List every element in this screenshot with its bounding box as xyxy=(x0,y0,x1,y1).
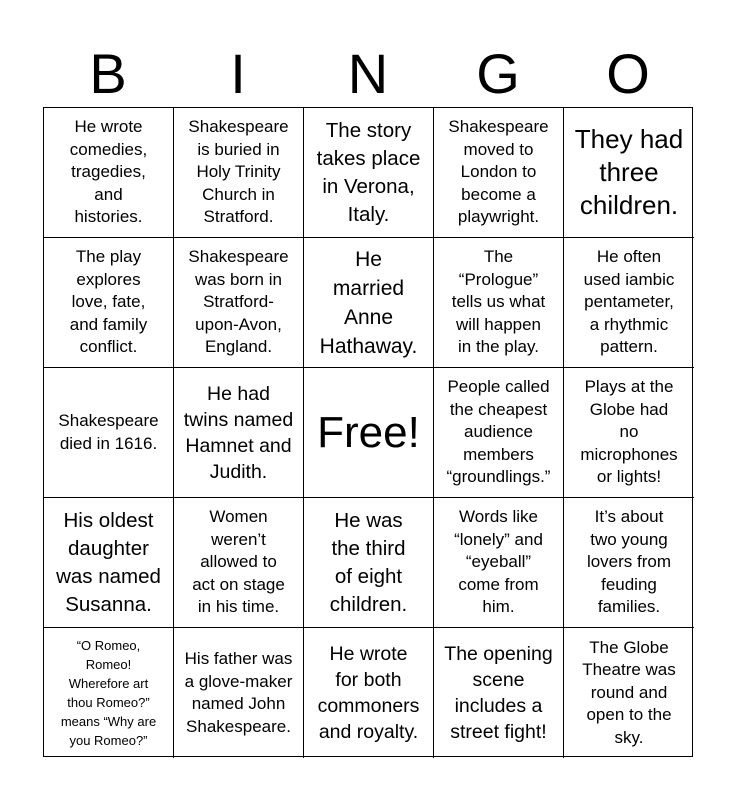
cell-text: Words like “lonely” and “eyeball” come from him. xyxy=(454,507,543,617)
free-space-text: Free! xyxy=(317,407,420,457)
bingo-cell-11[interactable] xyxy=(44,368,174,498)
bingo-cell-7[interactable] xyxy=(174,238,304,368)
bingo-cell-24[interactable] xyxy=(434,628,564,758)
bingo-cell-20[interactable] xyxy=(564,498,694,628)
bingo-cell-19[interactable] xyxy=(434,498,564,628)
cell-text: He had twins named Hamnet and Judith. xyxy=(183,382,294,483)
bingo-cell-6[interactable] xyxy=(44,238,174,368)
cell-text: He wrote for both commoners and royalty. xyxy=(317,643,420,743)
cell-text: Women weren’t allowed to act on stage in his time. xyxy=(192,507,285,617)
cell-text: “O Romeo, Romeo! Wherefore art thou Romeo?” means “Why are you Romeo?” xyxy=(60,638,157,748)
bingo-cell-23[interactable] xyxy=(304,628,434,758)
cell-text: Shakespeare died in 1616. xyxy=(58,411,159,453)
cell-text: Shakespeare is buried in Holy Trinity Church in Stratford. xyxy=(188,117,289,227)
cell-text: His oldest daughter was named Susanna. xyxy=(56,508,161,616)
bingo-header xyxy=(43,40,693,108)
bingo-cell-free[interactable] xyxy=(304,368,434,498)
cell-text: The play explores love, fate, and family conflict. xyxy=(69,247,148,357)
cell-text: He was the third of eight children. xyxy=(329,508,408,616)
cell-text: He married Anne Hathaway. xyxy=(319,247,418,358)
cell-text: Shakespeare was born in Stratford- upon-Avon, England. xyxy=(188,247,289,357)
bingo-cell-9[interactable] xyxy=(434,238,564,368)
cell-text: He wrote comedies, tragedies, and histories. xyxy=(69,117,148,227)
cell-text: They had three children. xyxy=(574,124,684,220)
bingo-cell-16[interactable] xyxy=(44,498,174,628)
cell-text: It’s about two young lovers from feuding families. xyxy=(586,507,672,617)
cell-text: Shakespeare moved to London to become a playwright. xyxy=(448,117,549,227)
bingo-cell-15[interactable] xyxy=(564,368,694,498)
cell-text: He often used iambic pentameter, a rhythmic pattern. xyxy=(583,247,675,357)
bingo-cell-14[interactable] xyxy=(434,368,564,498)
cell-text: People called the cheapest audience members “groundlings.” xyxy=(446,377,551,487)
bingo-cell-3[interactable] xyxy=(304,108,434,238)
header-letter-i: I xyxy=(230,42,246,105)
bingo-cell-10[interactable] xyxy=(564,238,694,368)
bingo-cell-2[interactable] xyxy=(174,108,304,238)
bingo-cell-12[interactable] xyxy=(174,368,304,498)
bingo-cell-22[interactable] xyxy=(174,628,304,758)
bingo-cell-17[interactable] xyxy=(174,498,304,628)
header-letter-b: B xyxy=(89,42,127,105)
cell-text: The opening scene includes a street fight! xyxy=(444,643,553,743)
header-letter-n: N xyxy=(347,42,389,105)
header-letter-o: O xyxy=(606,42,650,105)
bingo-cell-8[interactable] xyxy=(304,238,434,368)
cell-text: The “Prologue” tells us what will happen in the play. xyxy=(451,247,546,357)
cell-text: The story takes place in Verona, Italy. xyxy=(316,118,421,226)
cell-text: Plays at the Globe had no microphones or lights! xyxy=(580,377,678,487)
bingo-grid xyxy=(43,107,693,757)
header-letter-g: G xyxy=(476,42,520,105)
bingo-cell-21[interactable] xyxy=(44,628,174,758)
cell-text: His father was a glove-maker named John Shakespeare. xyxy=(184,649,293,736)
bingo-cell-5[interactable] xyxy=(564,108,694,238)
bingo-cell-4[interactable] xyxy=(434,108,564,238)
cell-text: The Globe Theatre was round and open to the sky. xyxy=(582,637,676,747)
bingo-cell-1[interactable] xyxy=(44,108,174,238)
bingo-cell-18[interactable] xyxy=(304,498,434,628)
bingo-cell-25[interactable] xyxy=(564,628,694,758)
